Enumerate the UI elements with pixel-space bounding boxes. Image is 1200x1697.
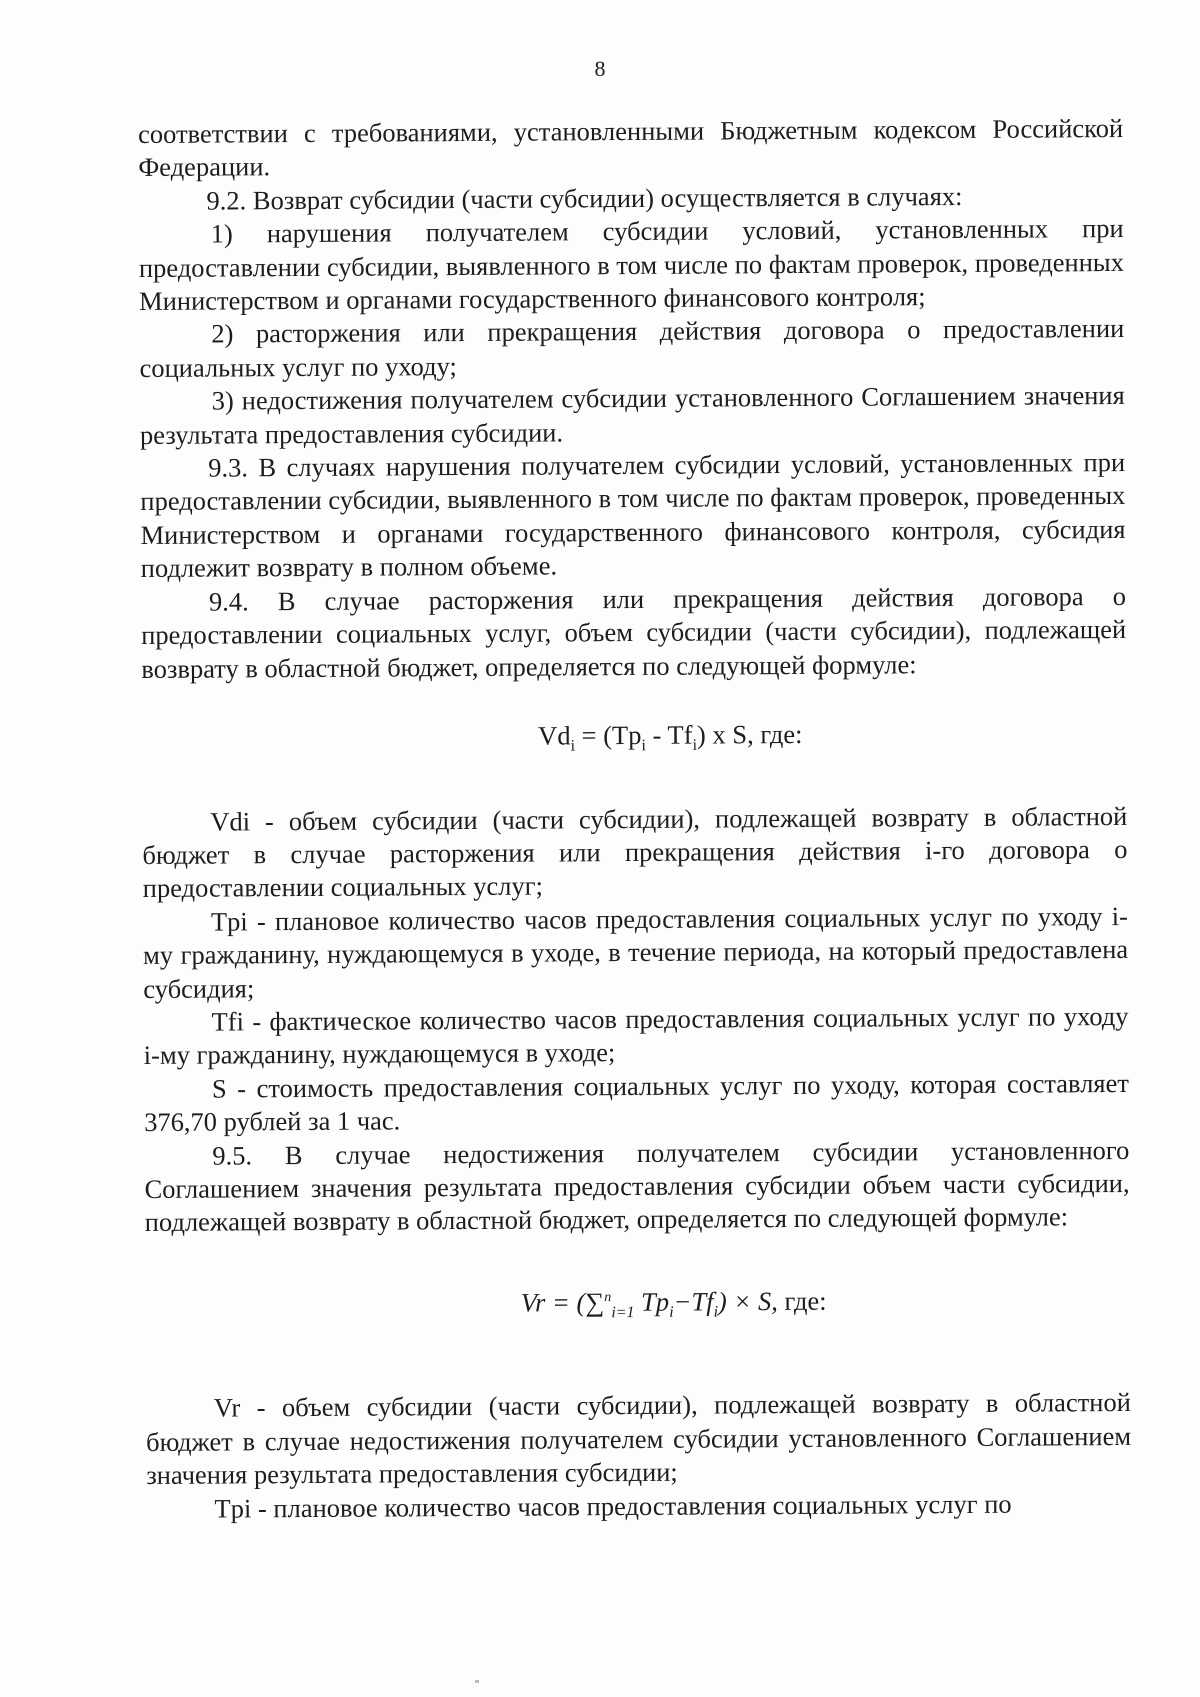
formula-vd-eq: = (Tp (574, 719, 642, 751)
formula-vr-sum-sup: n (604, 1290, 612, 1306)
paragraph-9-2: 9.2. Возврат субсидии (части субсидии) осуществляется в случаях: (206, 180, 963, 216)
formula-vd (214, 716, 1127, 765)
paragraph-continuation: соответствии с требованиями, установленными Бюджетным кодексом Российской Федерации. (138, 112, 1124, 183)
formula-vr (217, 1278, 1130, 1332)
page-number: 8 (594, 56, 606, 81)
paragraph-9-5: 9.5. В случае недостижения получателем субсидии установленного Соглашением значения результата предоставления субсидии объем части субсидии, подлежащей возврату в областной бюджет, определяется по следующей формуле: (144, 1134, 1130, 1238)
formula-vd-tf-sub: i (692, 736, 698, 754)
definition-vr: Vr - объем субсидии (части субсидии), подлежащей возврату в областной бюджет в случае недостижения получателем субсидии установленного Соглашением значения результата предоставления субсидии; (145, 1387, 1132, 1491)
definition-vdi: Vdi - объем субсидии (части субсидии), подлежащей возврату в областной бюджет в случае расторжения или прекращения действия i-го договора о предоставлении социальных услуг; (142, 800, 1128, 904)
formula-vr-lhs: Vr = (∑ (520, 1286, 605, 1318)
list-item-2: 2) расторжения или прекращения действия договора о предоставлении социальных услуг по уходу; (139, 313, 1125, 383)
list-item-1: 1) нарушения получателем субсидии условий, установленных при предоставлении субсидии, выявленного в том числе по фактам проверок, проведенных Министерством и органами государственного финансового контроля; (138, 213, 1124, 317)
formula-vd-minus: - Tf (645, 719, 693, 750)
formula-vd-tp-sub: i (641, 737, 647, 755)
formula-vr-close: ) × S, (717, 1285, 778, 1317)
formula-vr-tail: где: (777, 1285, 827, 1316)
scan-speck (475, 1680, 479, 1683)
formula-vd-tail: ) x S, где: (696, 718, 803, 750)
paragraph-9-3: 9.3. В случаях нарушения получателем субсидии условий, установленных при предоставлении субсидии, выявленного в том числе по фактам проверок, проведенных Министерством и органами государственного финансового контроля, субсидия подлежит возврату в полном объеме. (140, 447, 1126, 584)
definition-tpi-2: Tpi - плановое количество часов предоставления социальных услуг по (214, 1488, 1012, 1524)
formula-vr-sum-sub: i=1 (611, 1304, 635, 1322)
paragraph-9-4: 9.4. В случае расторжения или прекращения действия договора о предоставлении социальных услуг, объем субсидии (части субсидии), подлежащей возврату в областной бюджет, определяется по следующей формуле: (141, 580, 1127, 684)
formula-vr-minus: −Tf (673, 1286, 714, 1317)
formula-vd-lhs-sub: i (570, 737, 576, 755)
formula-vr-tp: Tp (634, 1286, 670, 1317)
definition-s: S - стоимость предоставления социальных услуг по уходу, которая составляет 376,70 рублей за 1 час. (144, 1067, 1130, 1138)
document-body (138, 112, 1132, 1526)
definition-tpi: Tpi - плановое количество часов предоставления социальных услуг по уходу i-му гражданину, нуждающемуся в уходе, в течение периода, на который предоставлена субсидия; (143, 900, 1129, 1004)
formula-vr-tf-sub: i (713, 1303, 719, 1321)
formula-vr-tp-sub: i (669, 1303, 674, 1321)
formula-vd-lhs: Vd (538, 720, 571, 751)
list-item-3: 3) недостижения получателем субсидии установленного Соглашением значения результата предоставления субсидии. (139, 380, 1125, 450)
definition-tfi: Tfi - фактическое количество часов предоставления социальных услуг по уходу i-му гражданину, нуждающемуся в уходе; (143, 1001, 1129, 1071)
